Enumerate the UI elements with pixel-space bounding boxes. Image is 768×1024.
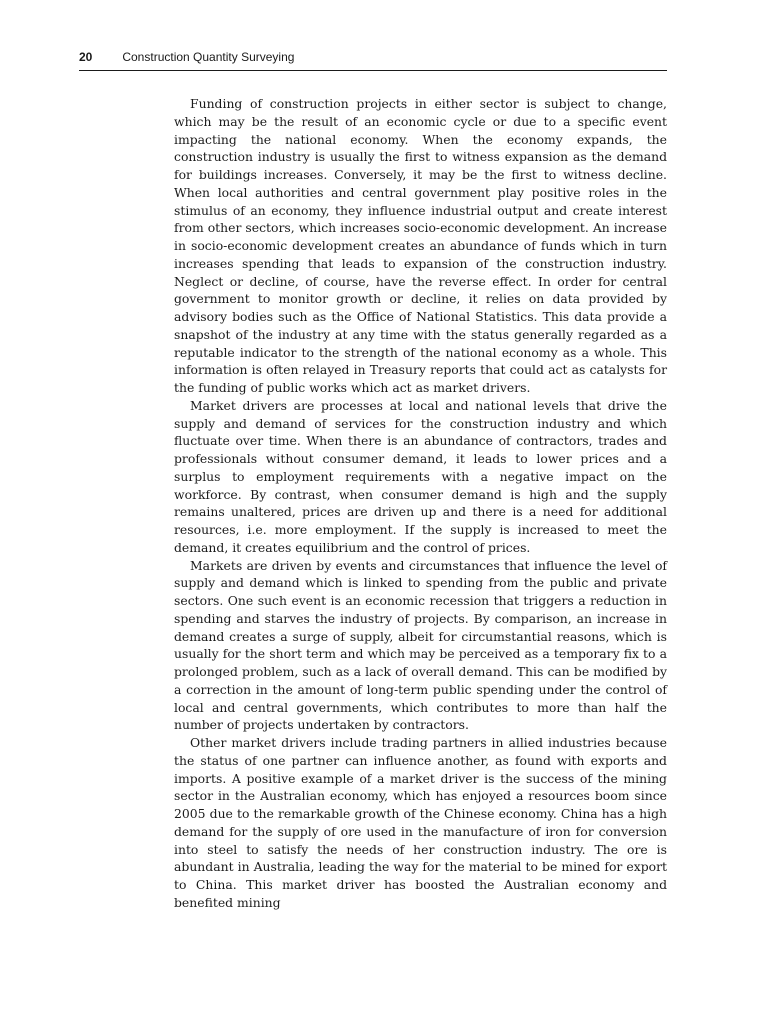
page-number: 20 — [79, 50, 93, 64]
paragraph: Funding of construction projects in either sector is subject to change, which may be the result of an economic cycle or due to a specific event impacting the national economy. When the economy expands, the construction industry is usually the first to witness expansion as the demand for buildings increases. Conversely, it may be the first to witness decline. When local authorities and central government play positive roles in the stimulus of an economy, they influence industrial output and create interest from other sectors, which increases socio-economic development. An increase in socio-economic development creates an abundance of funds which in turn increases spending that leads to expansion of the construction industry. Neglect or decline, of course, have the reverse effect. In order for central government to monitor growth or decline, it relies on data provided by advisory bodies such as the Office of National Statistics. This data provide a snapshot of the industry at any time with the status generally regarded as a reputable indicator to the strength of the national economy as a whole. This information is often relayed in Treasury reports that could act as catalysts for the funding of public works which act as market drivers. — [174, 96, 667, 395]
running-title: Construction Quantity Surveying — [122, 50, 295, 64]
paragraph: Other market drivers include trading partners in allied industries because the status of one partner can influence another, as found with exports and imports. A positive example of a market driver is the success of the mining sector in the Australian economy, which has enjoyed a resources boom since 2005 due to the remarkable growth of the Chinese economy. China has a high demand for the supply of ore used in the manufacture of iron for conversion into steel to satisfy the needs of her construction industry. The ore is abundant in Australia, leading the way for the material to be mined for export to China. This market driver has boosted the Australian economy and benefited mining — [174, 735, 667, 910]
paragraph: Markets are driven by events and circumstances that influence the level of supply and demand which is linked to spending from the public and private sectors. One such event is an economic recession that triggers a reduction in spending and starves the industry of projects. By comparison, an increase in demand creates a surge of supply, albeit for circumstantial reasons, which is usually for the short term and which may be perceived as a temporary fix to a prolonged problem, such as a lack of overall demand. This can be modified by a correction in the amount of long-term public spending under the control of local and central governments, which contributes to more than half the number of projects undertaken by contractors. — [174, 557, 667, 733]
paragraph: Market drivers are processes at local and national levels that drive the supply and demand of services for the construction industry and which fluctuate over time. When there is an abundance of contractors, trades and professionals without consumer demand, it leads to lower prices and a surplus to employment requirements with a negative impact on the workforce. By contrast, when consumer demand is high and the supply remains unaltered, prices are driven up and there is a need for additional resources, i.e. more employment. If the supply is increased to meet the demand, it creates equilibrium and the control of prices. — [174, 397, 667, 555]
running-header — [79, 48, 667, 71]
body-text — [174, 95, 667, 912]
